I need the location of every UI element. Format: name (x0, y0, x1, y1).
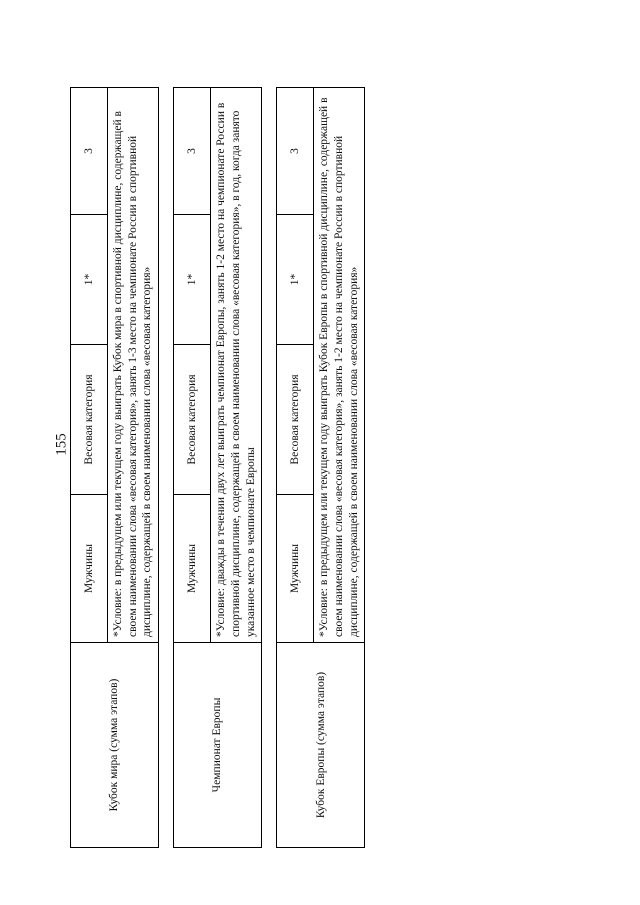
value-cell: 3 (277, 88, 314, 215)
value-cell: 3 (174, 88, 211, 215)
condition-cell: *Условие: в предыдущем или текущем году выиграть Кубок мира в спортивной дисциплине, содержащей в своем наименовании слова «весовая категория», занять 1-3 место на чемпионате России в спортивной дисциплине, содержащей в своем наименовании слова «весовая категория» (108, 88, 159, 643)
place-cell: 1* (174, 215, 211, 345)
condition-cell: *Условие: в предыдущем или текущем году выиграть Кубок Европы в спортивной дисциплине, содержащей в своем наименовании слова «весовая категория», занять 1-2 место на чемпионате России в спортивной дисциплине, содержащей в своем наименовании слова «весовая категория» (314, 88, 365, 643)
gender-cell: Мужчины (174, 495, 211, 643)
table-row (277, 88, 314, 848)
category-cell: Весовая категория (277, 345, 314, 495)
table-row (71, 88, 108, 848)
category-cell: Весовая категория (174, 345, 211, 495)
table-row (174, 88, 211, 848)
value-cell: 3 (71, 88, 108, 215)
gender-cell: Мужчины (71, 495, 108, 643)
competition-cell: Кубок мира (сумма этапов) (71, 643, 159, 848)
place-cell: 1* (71, 215, 108, 345)
rotated-table-container (70, 88, 498, 848)
norms-table (70, 87, 365, 848)
category-cell: Весовая категория (71, 345, 108, 495)
page-number: 155 (53, 433, 70, 456)
competition-cell: Кубок Европы (сумма этапов) (277, 643, 365, 848)
gender-cell: Мужчины (277, 495, 314, 643)
competition-cell: Чемпионат Европы (174, 643, 262, 848)
condition-cell: *Условие: дважды в течении двух лет выиграть чемпионат Европы, занять 1-2 место на чемпионате России в спортивной дисциплине, содержащей в своем наименовании слова «весовая категория», в год, когда занято указанное место в чемпионате Европы (211, 88, 262, 643)
place-cell: 1* (277, 215, 314, 345)
